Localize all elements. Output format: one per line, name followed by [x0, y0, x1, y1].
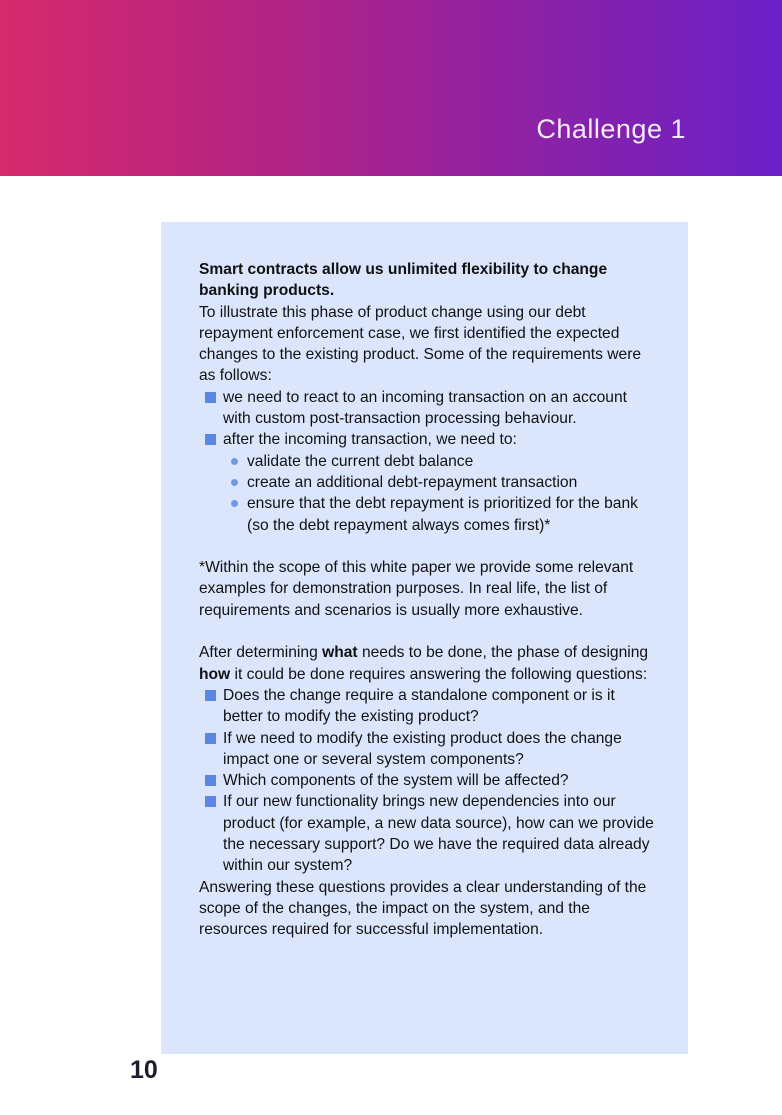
- panel-heading: Smart contracts allow us unlimited flexibility to change banking products.: [199, 261, 608, 300]
- list-item: If we need to modify the existing product does the change impact one or several system components?: [199, 728, 659, 771]
- square-bullet-icon: [205, 690, 216, 701]
- list-item: validate the current debt balance: [223, 451, 659, 472]
- list-item: create an additional debt-repayment transaction: [223, 472, 659, 493]
- list-item: ensure that the debt repayment is prioritized for the bank (so the debt repayment always comes first)*: [223, 493, 659, 536]
- list-item: after the incoming transaction, we need to: validate the current debt balance create an additional debt-repayment transaction ensure that the debt repayment is prioritized for the bank (so the debt repayment always comes first)*: [199, 429, 659, 535]
- list-item: we need to react to an incoming transaction on an account with custom post-transaction processing behaviour.: [199, 387, 659, 430]
- list-item: If our new functionality brings new dependencies into our product (for example, a new data source), how can we provide the necessary support? Do we have the required data already within our system?: [199, 791, 659, 876]
- square-bullet-icon: [205, 796, 216, 807]
- questions-list: [199, 685, 659, 877]
- section-title: Challenge 1: [536, 114, 686, 144]
- page-number: 10: [130, 1056, 158, 1084]
- dot-bullet-icon: [231, 458, 238, 465]
- panel-content: [199, 259, 659, 941]
- design-paragraph: After determining what needs to be done, the phase of designing how it could be done requires answering the following questions:: [199, 644, 649, 683]
- sub-requirements-list: [223, 451, 659, 536]
- requirements-list: [199, 387, 659, 536]
- header-banner: [0, 0, 782, 176]
- list-item: Does the change require a standalone component or is it better to modify the existing product?: [199, 685, 659, 728]
- dot-bullet-icon: [231, 500, 238, 507]
- square-bullet-icon: [205, 434, 216, 445]
- content-panel: [161, 222, 688, 1054]
- intro-paragraph: To illustrate this phase of product change using our debt repayment enforcement case, we first identified the expected changes to the existing product. Some of the requirements were as follows:: [199, 303, 642, 385]
- footnote-paragraph: *Within the scope of this white paper we provide some relevant examples for demonstration purposes. In real life, the list of requirements and scenarios is usually more exhaustive.: [199, 559, 634, 619]
- square-bullet-icon: [205, 392, 216, 403]
- square-bullet-icon: [205, 775, 216, 786]
- dot-bullet-icon: [231, 479, 238, 486]
- list-item: Which components of the system will be affected?: [199, 770, 659, 791]
- square-bullet-icon: [205, 733, 216, 744]
- conclusion-paragraph: Answering these questions provides a clear understanding of the scope of the changes, the impact on the system, and the resources required for successful implementation.: [199, 878, 647, 939]
